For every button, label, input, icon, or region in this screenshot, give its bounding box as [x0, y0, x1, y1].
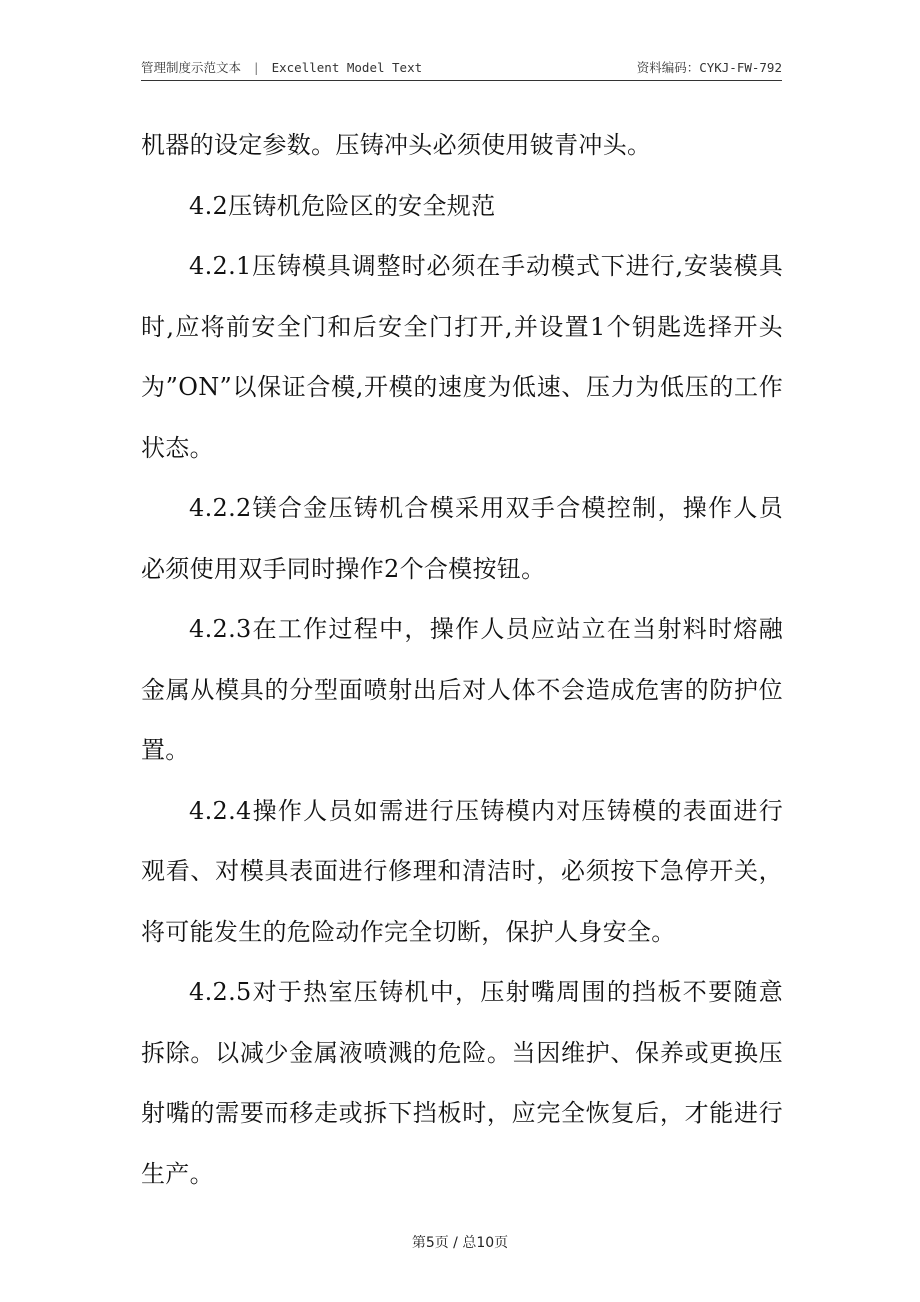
paragraph-4-2-5: 4.2.5对于热室压铸机中，压射嘴周围的挡板不要随意拆除。以减少金属液喷溅的危险。当因维护、保养或更换压射嘴的需要而移走或拆下挡板时，应完全恢复后，才能进行生产。 [141, 978, 783, 1188]
header-title-en: Excellent Model Text [271, 60, 423, 75]
header-separator: | [252, 60, 261, 75]
page-header [141, 58, 782, 81]
document-body [141, 115, 783, 1204]
paragraph-4-2-3: 4.2.3在工作过程中，操作人员应站立在当射料时熔融金属从模具的分型面喷射出后对人体不会造成危害的防护位置。 [141, 615, 783, 764]
paragraph-4-2-1: 4.2.1压铸模具调整时必须在手动模式下进行,安装模具时,应将前安全门和后安全门打开,并设置1个钥匙选择开头为”ON”以保证合模,开模的速度为低速、压力为低压的工作状态。 [141, 252, 783, 462]
header-title-cn: 管理制度示范文本 [141, 60, 242, 75]
paragraph-4-2-4: 4.2.4操作人员如需进行压铸模内对压铸模的表面进行观看、对模具表面进行修理和清洁时，必须按下急停开关，将可能发生的危险动作完全切断，保护人身安全。 [141, 796, 783, 946]
page-number: 第5页 / 总10页 [411, 1235, 509, 1251]
paragraph-continuation: 机器的设定参数。压铸冲头必须使用铍青冲头。 [141, 131, 652, 159]
section-heading-4-2: 4.2压铸机危险区的安全规范 [189, 191, 496, 220]
header-left [141, 58, 422, 76]
header-doc-code: 资料编码：CYKJ-FW-792 [636, 60, 782, 75]
paragraph-4-2-2: 4.2.2镁合金压铸机合模采用双手合模控制，操作人员必须使用双手同时操作2个合模按钮。 [141, 494, 783, 583]
page-footer [0, 1232, 920, 1252]
